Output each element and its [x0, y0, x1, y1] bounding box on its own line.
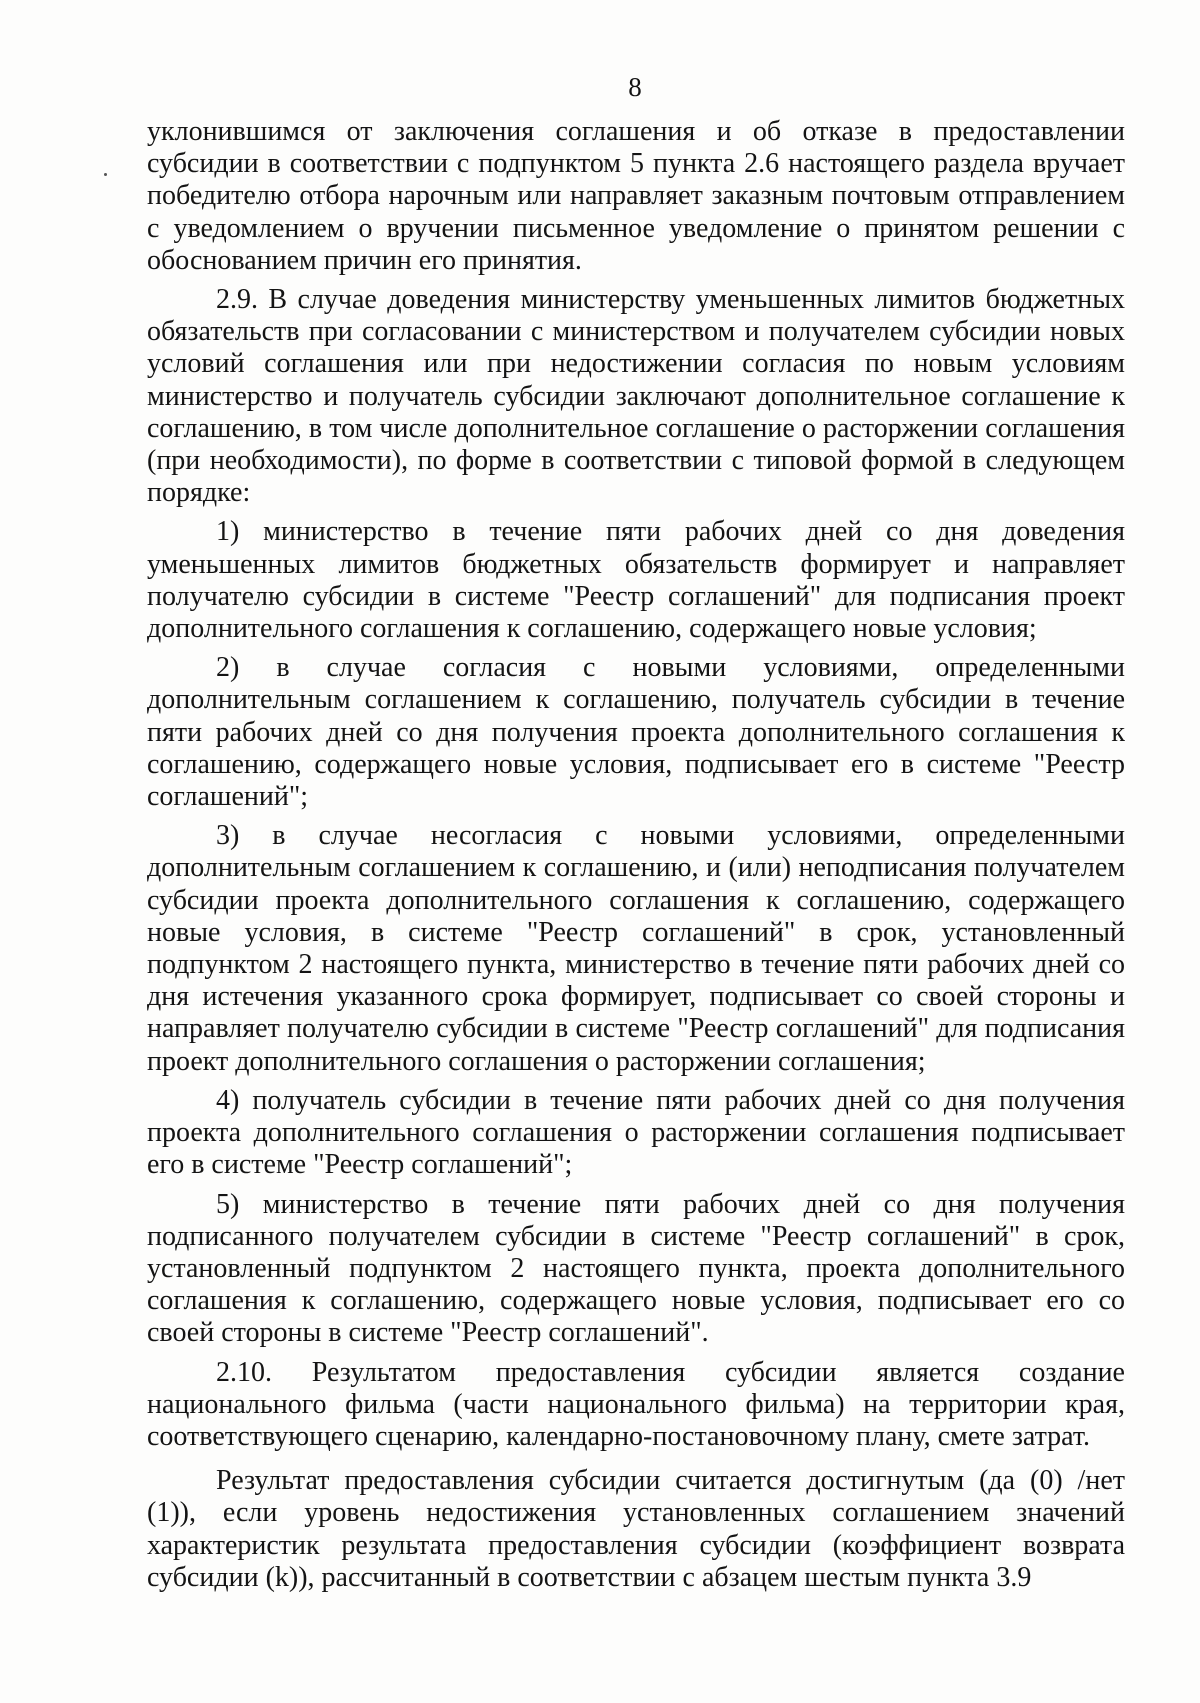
- paragraph-2-10: 2.10. Результатом предоставления субсидии является создание национального фильма (части национального фильма) на территории края, соответствующего сценарию, календарно-постановочному плану, смете затрат.: [147, 1356, 1125, 1452]
- paragraph-item-1: 1) министерство в течение пяти рабочих дней со дня доведения уменьшенных лимитов бюджетных обязательств формирует и направляет получателю субсидии в системе "Реестр соглашений" для подписания проект дополнительного соглашения к соглашению, содержащего новые условия;: [147, 516, 1125, 645]
- page-number: 8: [628, 72, 642, 102]
- paragraph-2-9: 2.9. В случае доведения министерству уменьшенных лимитов бюджетных обязательств при согласовании с министерством и получателем субсидии новых условий соглашения или при недостижении согласия по новым условиям министерство и получатель субсидии заключают дополнительное соглашение к соглашению, в том числе дополнительное соглашение о расторжении соглашения (при необходимости), по форме в соответствии с типовой формой в следующем порядке:: [147, 284, 1125, 509]
- paragraph-item-3: 3) в случае несогласия с новыми условиями, определенными дополнительным соглашением к соглашению, и (или) неподписания получателем субсидии проекта дополнительного соглашения к соглашению, содержащего новые условия, в системе "Реестр соглашений" в срок, установленный подпунктом 2 настоящего пункта, министерство в течение пяти рабочих дней со дня истечения указанного срока формирует, подписывает со своей стороны и направляет получателю субсидии в системе "Реестр соглашений" для подписания проект дополнительного соглашения о расторжении соглашения;: [147, 820, 1125, 1077]
- paragraph-item-2: 2) в случае согласия с новыми условиями, определенными дополнительным соглашением к соглашению, получатель субсидии в течение пяти рабочих дней со дня получения проекта дополнительного соглашения к соглашению, содержащего новые условия, подписывает его в системе "Реестр соглашений";: [147, 652, 1125, 813]
- paragraph-continuation: уклонившимся от заключения соглашения и об отказе в предоставлении субсидии в соответствии с подпунктом 5 пункта 2.6 настоящего раздела вручает победителю отбора нарочным или направляет заказным почтовым отправлением с уведомлением о вручении письменное уведомление о принятом решении с обоснованием причин его принятия.: [147, 116, 1125, 276]
- scan-speck: [104, 173, 107, 176]
- paragraph-item-5: 5) министерство в течение пяти рабочих дней со дня получения подписанного получателем субсидии в системе "Реестр соглашений" в срок, установленный подпунктом 2 настоящего пункта, проекта дополнительного соглашения к соглашению, содержащего новые условия, подписывает его со своей стороны в системе "Реестр соглашений".: [147, 1188, 1125, 1349]
- paragraph-item-4: 4) получатель субсидии в течение пяти рабочих дней со дня получения проекта дополнительного соглашения о расторжении соглашения подписывает его в системе "Реестр соглашений";: [147, 1084, 1125, 1181]
- paragraph-result: Результат предоставления субсидии считается достигнутым (да (0) /нет (1)), если уровень недостижения установленных соглашением значений характеристик результата предоставления субсидии (коэффициент возврата субсидии (k)), рассчитанный в соответствии с абзацем шестым пункта 3.9: [147, 1465, 1125, 1593]
- document-body: [147, 116, 1125, 1594]
